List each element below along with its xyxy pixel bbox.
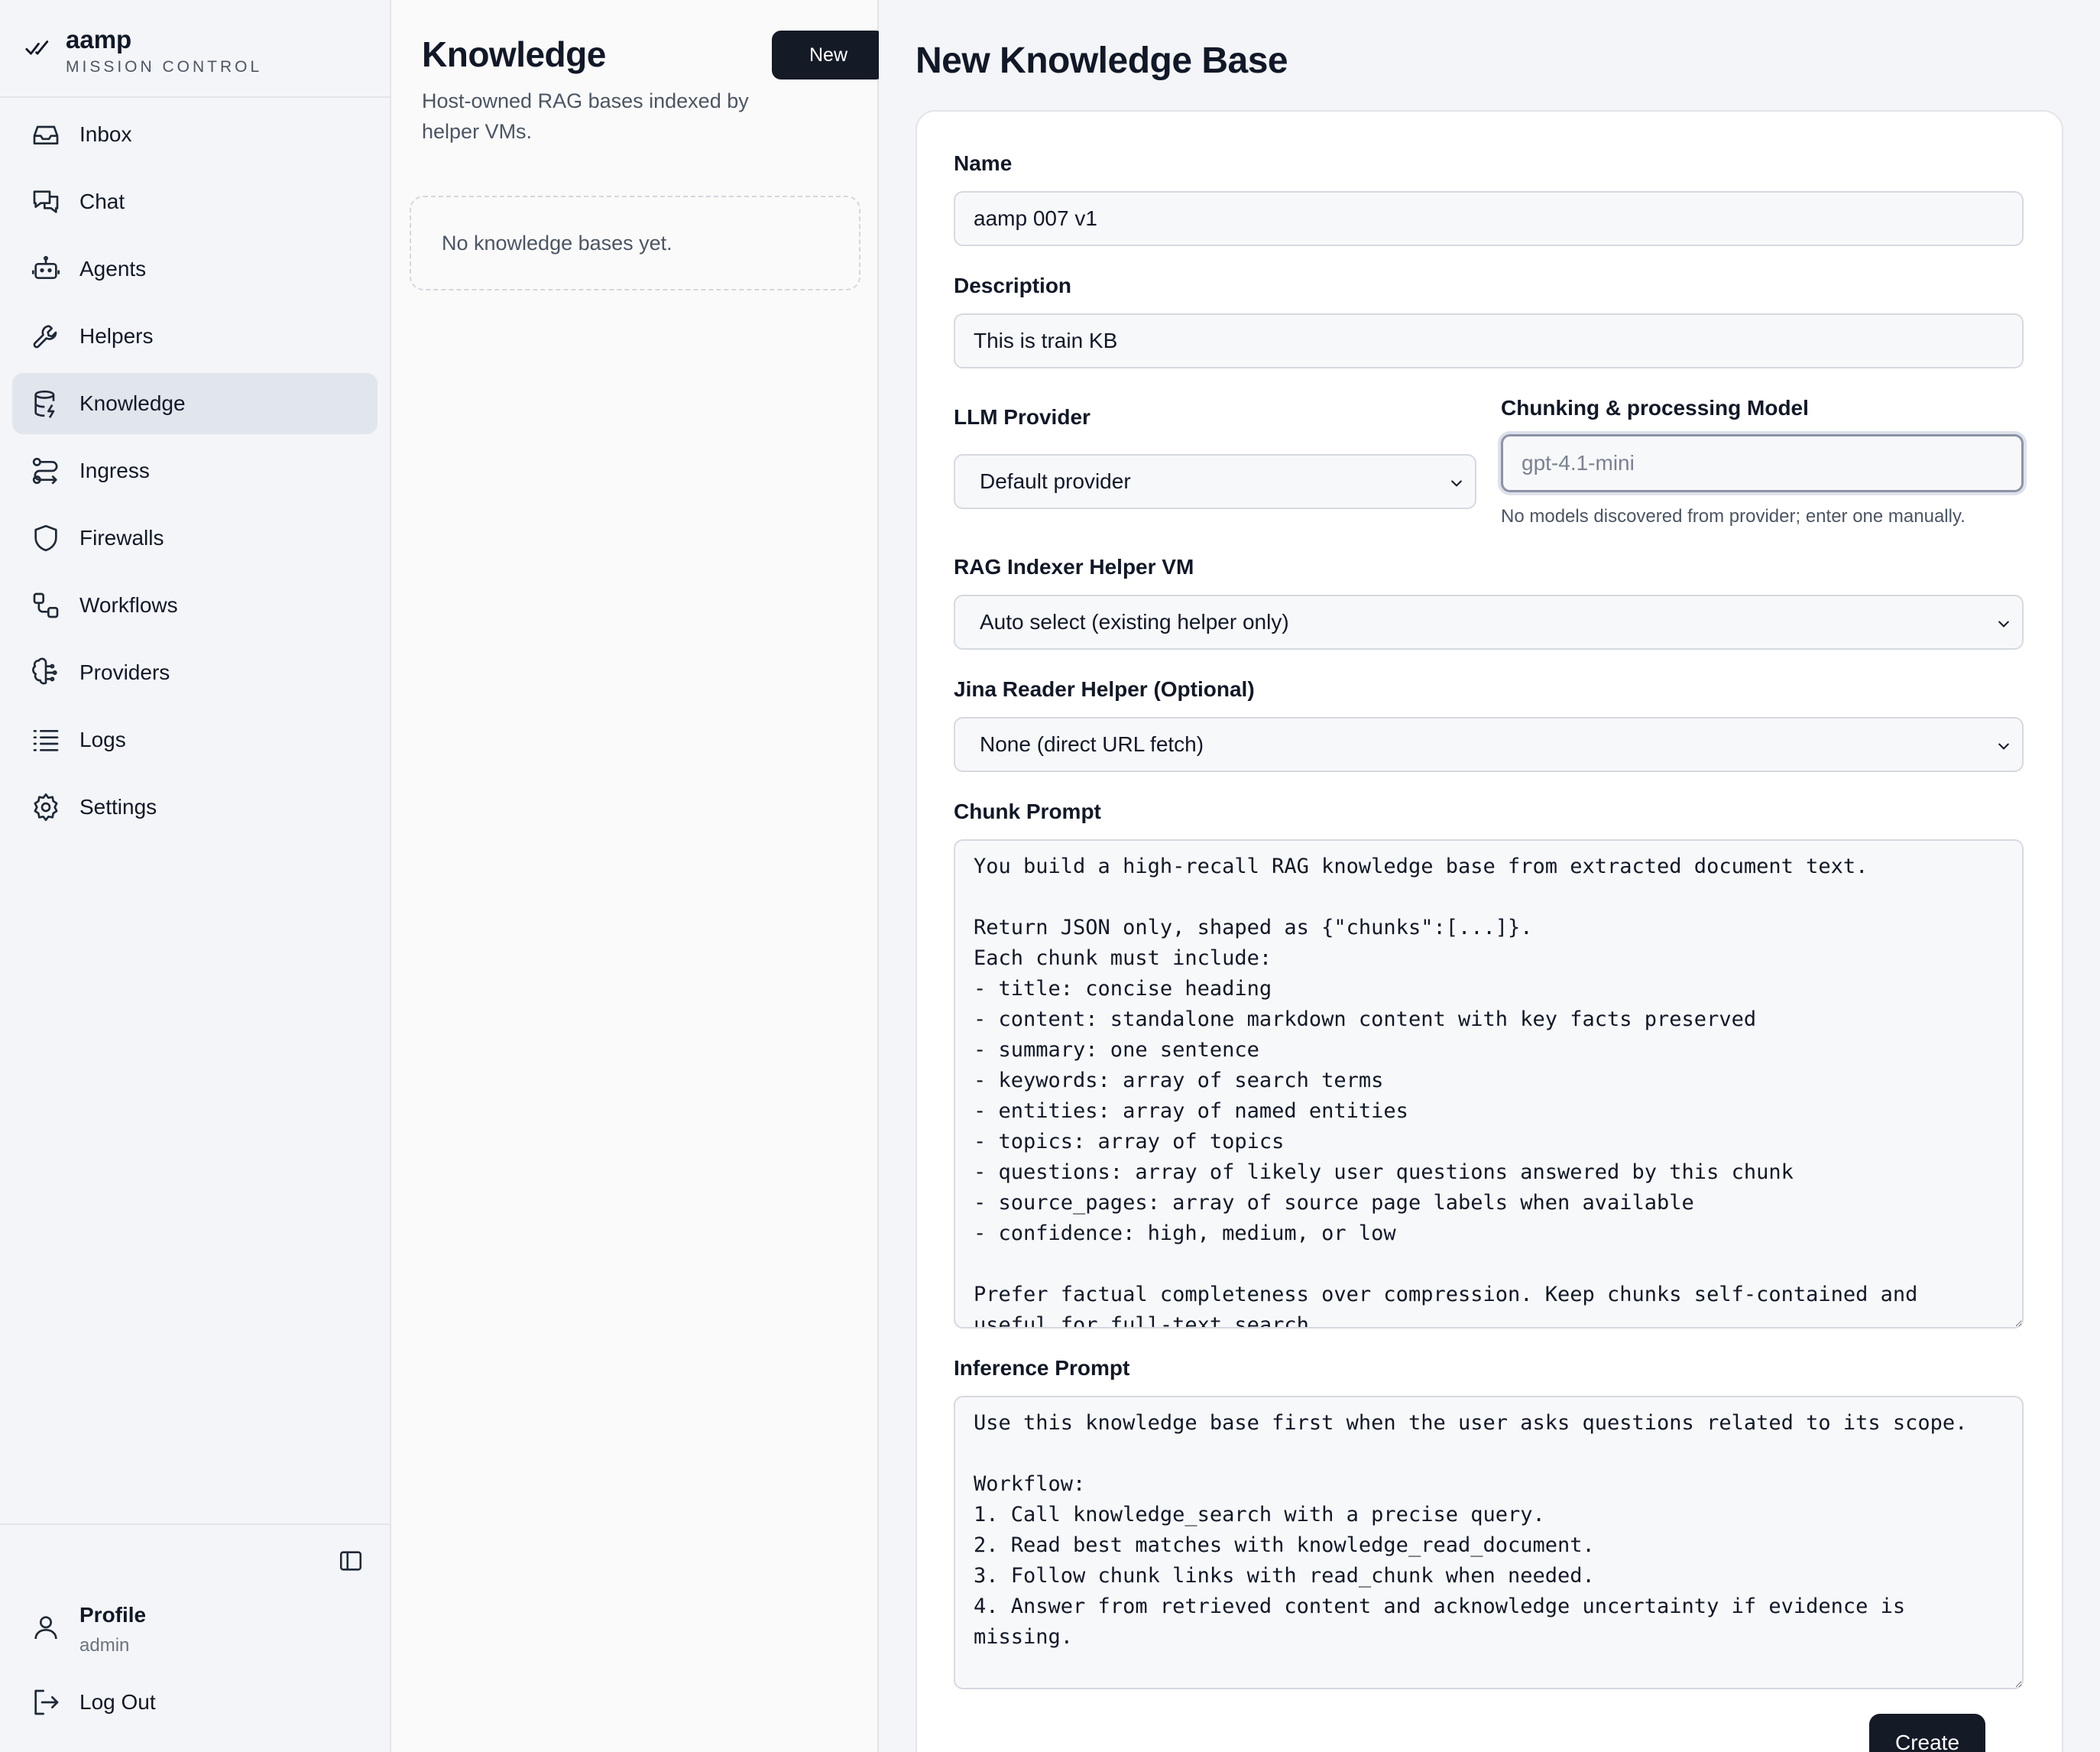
jina-helper-label: Jina Reader Helper (Optional) — [954, 677, 1255, 701]
llm-provider-select[interactable] — [954, 454, 1476, 509]
sidebar-item-label: Providers — [79, 660, 170, 684]
sidebar-item-helpers[interactable] — [12, 306, 378, 367]
chat-icon — [31, 187, 61, 217]
chevron-down-icon — [1996, 738, 2011, 754]
sidebar-item-label: Helpers — [79, 324, 154, 348]
shield-icon — [31, 523, 61, 553]
sidebar-item-label: Settings — [79, 795, 157, 819]
robot-icon — [31, 254, 61, 284]
description-label: Description — [954, 274, 1072, 297]
sidebar-item-knowledge[interactable] — [12, 373, 378, 434]
gear-icon — [31, 792, 61, 822]
sidebar-item-ingress[interactable] — [12, 440, 378, 501]
inference-prompt-textarea[interactable] — [954, 1396, 2024, 1689]
sidebar-item-label: Ingress — [79, 459, 150, 482]
workflow-icon — [31, 590, 61, 621]
chunk-prompt-label: Chunk Prompt — [954, 800, 1101, 823]
sidebar-item-label: Inbox — [79, 122, 132, 146]
sidebar-item-label: Logs — [79, 728, 126, 751]
sidebar — [0, 0, 391, 1752]
sidebar-item-label: Chat — [79, 190, 125, 213]
panel-description: Host-owned RAG bases indexed by helper VMs. — [422, 89, 749, 143]
sidebar-toggle-icon[interactable] — [338, 1548, 364, 1574]
jina-helper-select[interactable] — [954, 717, 2024, 772]
llm-provider-label: LLM Provider — [954, 405, 1091, 429]
sidebar-item-label: Workflows — [79, 593, 178, 617]
sidebar-footer — [0, 1523, 390, 1752]
rag-helper-value: Auto select (existing helper only) — [980, 610, 1289, 634]
jina-helper-value: None (direct URL fetch) — [980, 732, 1204, 756]
double-check-icon — [24, 35, 50, 61]
logout-icon — [31, 1687, 61, 1718]
model-hint: No models discovered from provider; enter one manually. — [1501, 506, 1966, 527]
name-label: Name — [954, 151, 1013, 175]
user-icon — [31, 1612, 61, 1643]
inbox-icon — [31, 119, 61, 150]
app-subtitle: MISSION CONTROL — [66, 58, 263, 76]
new-knowledge-button[interactable]: New — [772, 31, 885, 79]
main-content — [879, 0, 2100, 1752]
sidebar-item-inbox[interactable] — [12, 104, 378, 165]
sidebar-item-label: Knowledge — [79, 391, 186, 415]
description-input[interactable] — [954, 313, 2024, 368]
sidebar-item-label: Agents — [79, 257, 147, 281]
profile-link[interactable] — [31, 1601, 146, 1656]
sidebar-item-firewalls[interactable] — [12, 508, 378, 569]
sidebar-item-agents[interactable] — [12, 238, 378, 300]
brand — [0, 0, 390, 98]
logout-label: Log Out — [79, 1690, 156, 1714]
knowledge-list-panel — [391, 0, 879, 1752]
sidebar-item-label: Firewalls — [79, 526, 164, 550]
model-label: Chunking & processing Model — [1501, 396, 1809, 420]
sidebar-nav — [0, 98, 390, 838]
sidebar-item-settings[interactable] — [12, 777, 378, 838]
rag-helper-label: RAG Indexer Helper VM — [954, 555, 1194, 579]
panel-title: Knowledge — [422, 34, 606, 74]
list-icon — [31, 725, 61, 755]
create-button[interactable]: Create — [1869, 1714, 1985, 1752]
rag-helper-select[interactable] — [954, 595, 2024, 650]
app-name: aamp — [66, 25, 132, 54]
sidebar-item-providers[interactable] — [12, 642, 378, 703]
model-input[interactable] — [1501, 434, 2024, 492]
knowledge-base-form — [916, 110, 2063, 1752]
brain-icon — [31, 657, 61, 688]
name-input[interactable] — [954, 191, 2024, 246]
empty-state: No knowledge bases yet. — [410, 196, 860, 290]
profile-name: Profile — [79, 1603, 147, 1627]
chevron-down-icon — [1449, 475, 1464, 491]
route-icon — [31, 456, 61, 486]
sidebar-item-workflows[interactable] — [12, 575, 378, 636]
logout-button[interactable] — [31, 1687, 156, 1718]
profile-role: admin — [79, 1635, 130, 1656]
inference-prompt-label: Inference Prompt — [954, 1356, 1130, 1380]
sidebar-item-logs[interactable] — [12, 709, 378, 771]
llm-provider-value: Default provider — [980, 469, 1131, 493]
chevron-down-icon — [1996, 616, 2011, 631]
wrench-icon — [31, 321, 61, 352]
page-title: New Knowledge Base — [916, 41, 1288, 81]
sidebar-item-chat[interactable] — [12, 171, 378, 232]
database-icon — [31, 388, 61, 419]
chunk-prompt-textarea[interactable] — [954, 839, 2024, 1329]
